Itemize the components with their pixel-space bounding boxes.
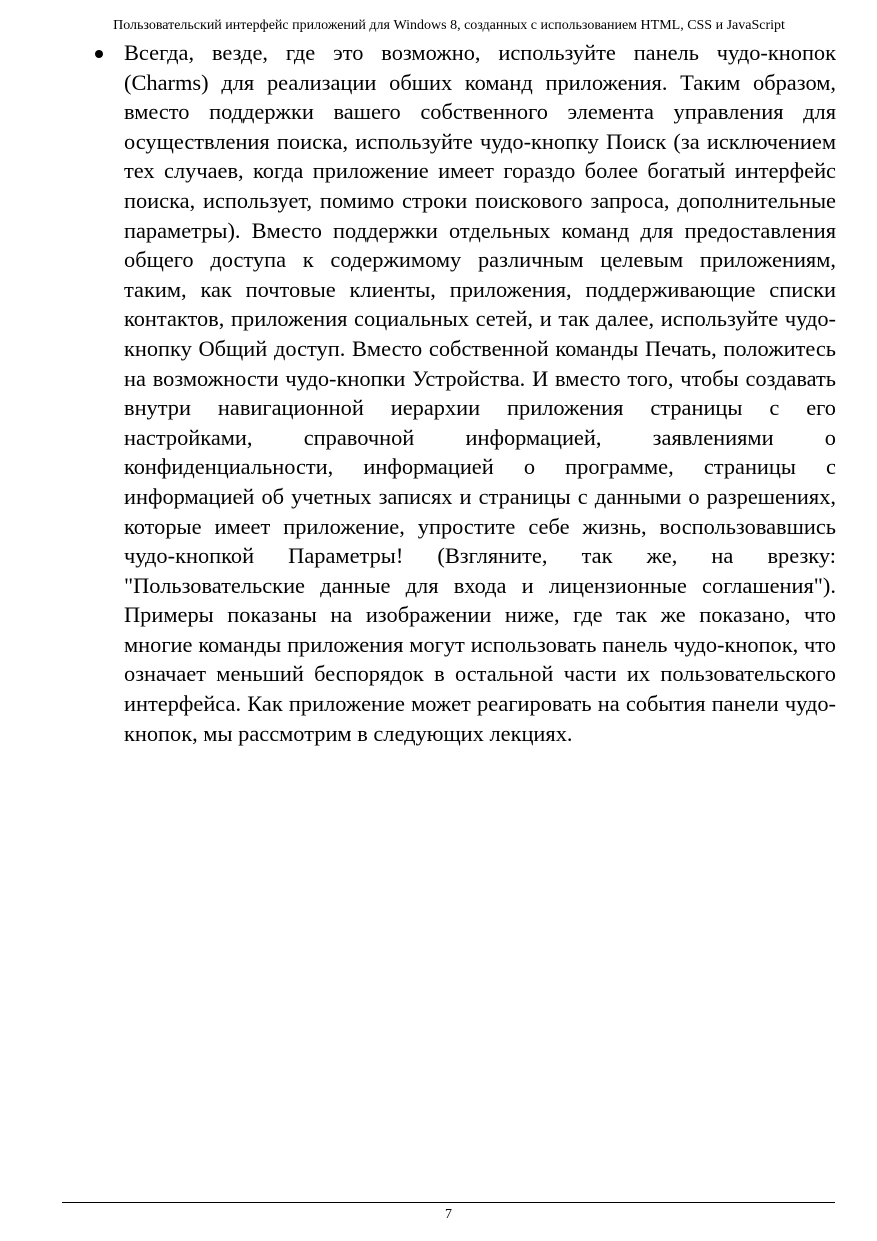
page-number: 7 (445, 1207, 452, 1222)
list-item (124, 38, 836, 748)
bullet-dot-icon (95, 50, 103, 58)
bullet-list (124, 38, 836, 748)
bullet-paragraph: Всегда, везде, где это возможно, используйте панель чудо-кнопок (Charms) для реализации обших команд приложения. Таким образом, вместо поддержки вашего собственного элемента управления для осуществления поиска, используйте чудо-кнопку Поиск (за исключением тех случаев, когда приложение имеет гораздо более богатый интерфейс поиска, использует, помимо строки поискового запроса, дополнительные параметры). Вместо поддержки отдельных команд для предоставления общего доступа к содержимому различным целевым приложениям, таким, как почтовые клиенты, приложения, поддерживающие списки контактов, приложения социальных сетей, и так далее, используйте чудо-кнопку Общий доступ. Вместо собственной команды Печать, положитесь на возможности чудо-кнопки Устройства. И вместо того, чтобы создавать внутри навигационной иерархии приложения страницы с его настройками, справочной информацией, заявлениями о конфиденциальности, информацией о программе, страницы с информацией об учетных записях и страницы с данными о разрешениях, которые имеет приложение, упростите себе жизнь, воспользовавшись чудо-кнопкой Параметры! (Взгляните, так же, на врезку: "Пользовательские данные для входа и лицензионные соглашения"). Примеры показаны на изображении ниже, где так же показано, что многие команды приложения могут использовать панель чудо-кнопок, что означает меньший беспорядок в остальной части их пользовательского интерфейса. Как приложение может реагировать на события панели чудо-кнопок, мы рассмотрим в следующих лекциях. (124, 40, 836, 746)
footer-divider (62, 1202, 835, 1203)
running-header: Пользовательский интерфейс приложений для Windows 8, созданных с использованием HTML, CSS и JavaScript (113, 18, 785, 33)
